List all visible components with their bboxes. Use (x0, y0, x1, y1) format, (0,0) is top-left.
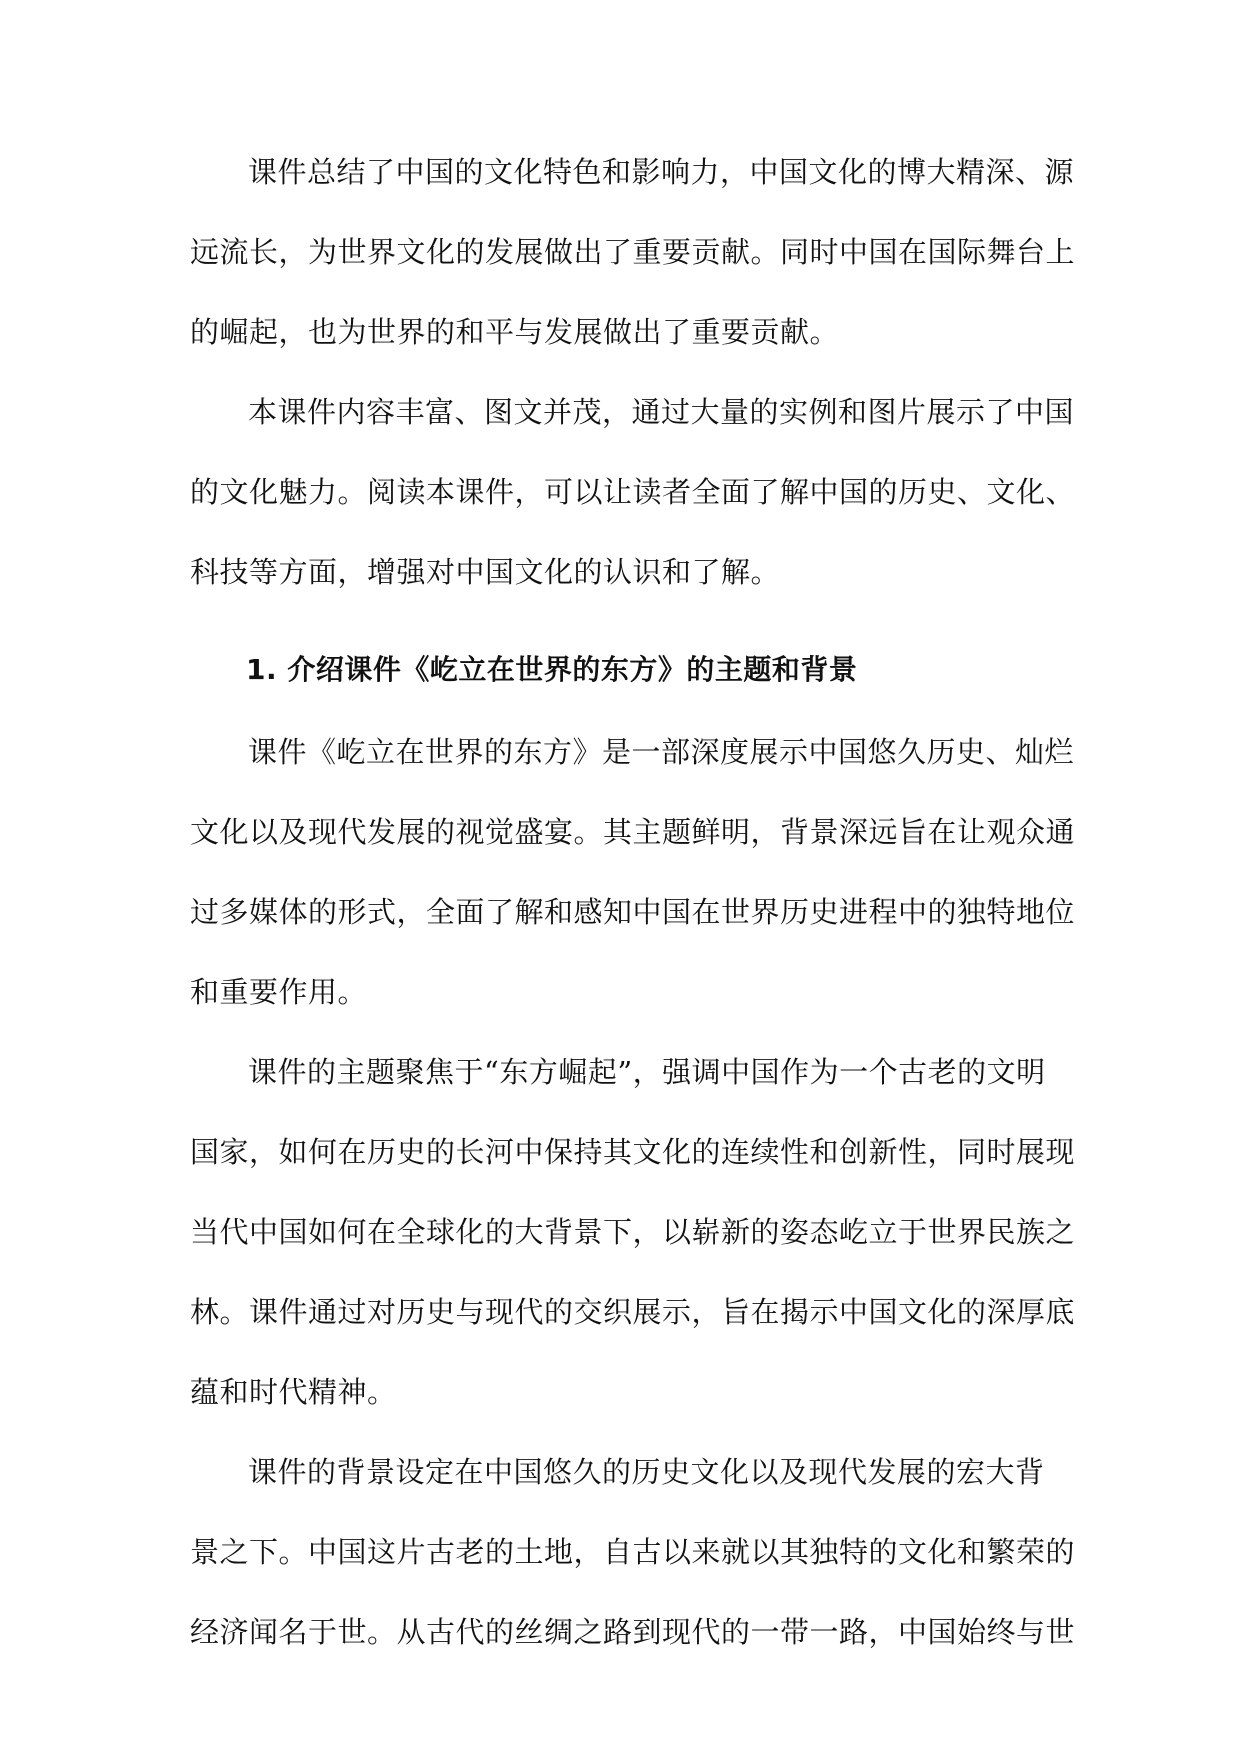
paragraph-line: 和重要作用。 (190, 975, 368, 1009)
paragraph-line: 景之下。中国这片古老的土地，自古以来就以其独特的文化和繁荣的 (190, 1535, 1076, 1569)
paragraph-line: 当代中国如何在全球化的大背景下，以崭新的姿态屹立于世界民族之 (190, 1215, 1076, 1249)
section-heading: 1. 介绍课件《屹立在世界的东方》的主题和背景 (246, 653, 858, 686)
paragraph-line: 蕴和时代精神。 (190, 1375, 397, 1409)
paragraph-line: 课件总结了中国的文化特色和影响力，中国文化的博大精深、源 (248, 155, 1075, 189)
paragraph-line: 林。课件通过对历史与现代的交织展示，旨在揭示中国文化的深厚底 (190, 1295, 1076, 1329)
paragraph-line: 课件《屹立在世界的东方》是一部深度展示中国悠久历史、灿烂 (248, 735, 1075, 769)
paragraph-line: 过多媒体的形式，全面了解和感知中国在世界历史进程中的独特地位 (190, 895, 1076, 929)
paragraph-line: 经济闻名于世。从古代的丝绸之路到现代的一带一路，中国始终与世 (190, 1615, 1076, 1649)
paragraph-line: 课件的背景设定在中国悠久的历史文化以及现代发展的宏大背 (248, 1455, 1045, 1489)
paragraph-line: 的崛起，也为世界的和平与发展做出了重要贡献。 (190, 315, 840, 349)
paragraph-line: 的文化魅力。阅读本课件，可以让读者全面了解中国的历史、文化、 (190, 475, 1076, 509)
paragraph-line: 远流长，为世界文化的发展做出了重要贡献。同时中国在国际舞台上 (190, 235, 1076, 269)
paragraph-line: 文化以及现代发展的视觉盛宴。其主题鲜明，背景深远旨在让观众通 (190, 815, 1076, 849)
paragraph-line: 本课件内容丰富、图文并茂，通过大量的实例和图片展示了中国 (248, 395, 1075, 429)
paragraph-line: 课件的主题聚焦于“东方崛起”，强调中国作为一个古老的文明 (248, 1055, 1046, 1089)
paragraph-line: 科技等方面，增强对中国文化的认识和了解。 (190, 555, 781, 589)
paragraph-line: 国家，如何在历史的长河中保持其文化的连续性和创新性，同时展现 (190, 1135, 1076, 1169)
